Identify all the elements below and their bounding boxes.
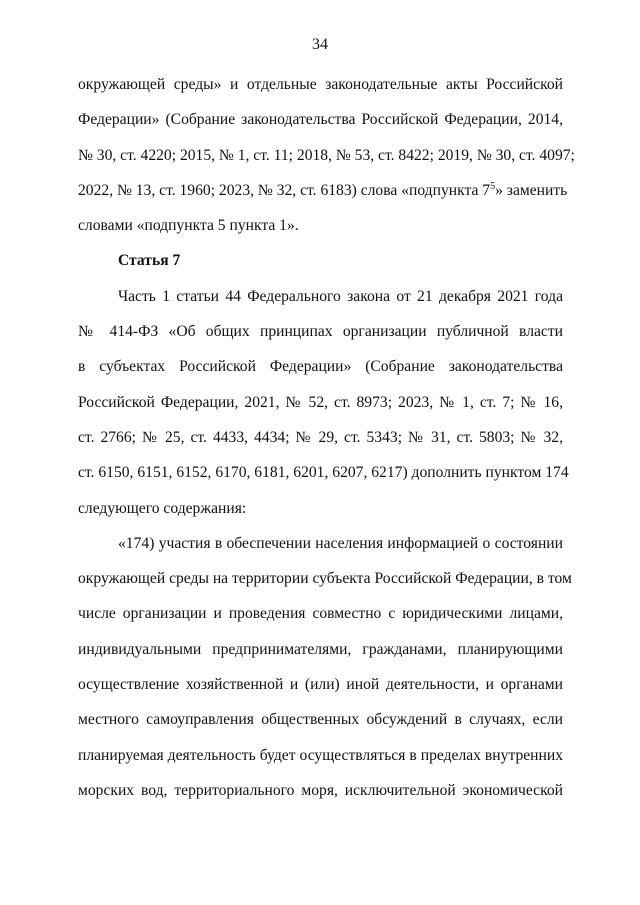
document-body <box>78 74 575 815</box>
paragraph-line: планируемая деятельность будет осуществляться в пределах внутренних <box>78 746 563 764</box>
paragraph-line: числе организации и проведения совместно с юридическими лицами, <box>78 605 563 623</box>
page-number: 34 <box>312 36 328 53</box>
paragraph-line: Федерации» (Собрание законодательства Российской Федерации, 2014, <box>78 111 563 129</box>
paragraph-line: № 30, ст. 4220; 2015, № 1, ст. 11; 2018, № 53, ст. 8422; 2019, № 30, ст. 4097; <box>78 146 575 164</box>
paragraph-line: словами «подпункта 5 пункта 1». <box>78 217 299 235</box>
paragraph-line: ст. 2766; № 25, ст. 4433, 4434; № 29, ст. 5343; № 31, ст. 5803; № 32, <box>78 428 563 446</box>
paragraph-line: осуществление хозяйственной и (или) иной деятельности, и органами <box>78 676 563 694</box>
paragraph-line: Российской Федерации, 2021, № 52, ст. 8973; 2023, № 1, ст. 7; № 16, <box>78 393 563 411</box>
superscript: 5 <box>490 180 496 192</box>
text-fragment: » заменить <box>495 181 568 199</box>
article-heading: Статья 7 <box>118 252 181 270</box>
paragraph-line <box>78 180 568 215</box>
paragraph-line: индивидуальными предпринимателями, гражданами, планирующими <box>78 640 563 658</box>
paragraph-line: окружающей среды на территории субъекта Российской Федерации, в том <box>78 570 572 588</box>
paragraph-line: морских вод, территориального моря, исключительной экономической <box>78 781 563 799</box>
paragraph-line: Часть 1 статьи 44 Федерального закона от 21 декабря 2021 года <box>118 287 563 305</box>
paragraph-line: «174) участия в обеспечении населения информацией о состоянии <box>118 534 563 552</box>
paragraph-line: следующего содержания: <box>78 499 247 517</box>
text-fragment: 2022, № 13, ст. 1960; 2023, № 32, ст. 6183) слова «подпункта 7 <box>78 181 491 199</box>
paragraph-line: местного самоуправления общественных обсуждений в случаях, если <box>78 711 563 729</box>
paragraph-line: окружающей среды» и отдельные законодательные акты Российской <box>78 76 563 93</box>
paragraph-line: в субъектах Российской Федерации» (Собрание законодательства <box>78 358 563 376</box>
paragraph-line: ст. 6150, 6151, 6152, 6170, 6181, 6201, 6207, 6217) дополнить пунктом 174 <box>78 464 569 482</box>
paragraph-line: № 414-ФЗ «Об общих принципах организации публичной власти <box>78 323 563 341</box>
